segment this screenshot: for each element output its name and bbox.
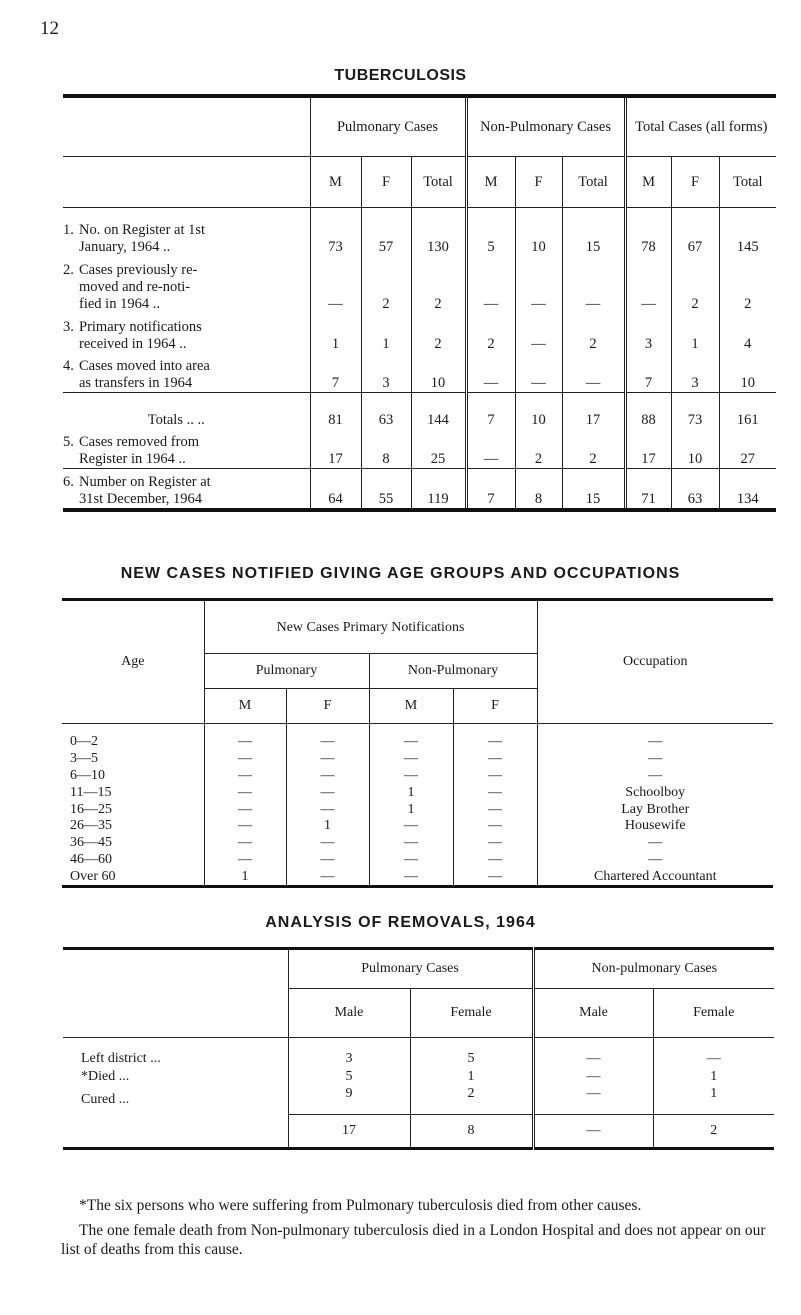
cell-value: — xyxy=(286,835,369,852)
removal-reason: *Died ... xyxy=(81,1069,130,1084)
non-pulmonary-m-header: M xyxy=(369,689,453,724)
non-pulmonary-cases-header: Non-Pulmonary Cases xyxy=(466,96,625,157)
totals-row xyxy=(63,1115,774,1149)
cell-value: 17 xyxy=(562,393,625,429)
non-pulmonary-female-header: Female xyxy=(653,989,774,1038)
cell-value: 63 xyxy=(361,393,411,429)
cell-value: 3 xyxy=(671,353,719,393)
cell-value: — xyxy=(204,768,286,785)
row-label: 1. No. on Register at 1st January, 1964 .. xyxy=(63,221,206,255)
age-group-row xyxy=(62,724,773,751)
cell-value: 5 xyxy=(466,208,515,256)
page-number: 12 xyxy=(40,18,59,39)
cell-value: 15 xyxy=(562,469,625,510)
cell-value: 2 xyxy=(562,429,625,469)
cell-value: — xyxy=(466,353,515,393)
group-header-row xyxy=(63,96,776,157)
cell-value: 2 xyxy=(562,313,625,353)
age-group: 11—15 xyxy=(70,784,112,800)
occupation: — xyxy=(537,724,773,751)
cell-value: 10 xyxy=(671,429,719,469)
cell-value: 130 xyxy=(411,208,466,256)
row-label: 4. Cases moved into area as transfers in 1964 xyxy=(63,358,210,391)
new-primary-notifications-header: New Cases Primary Notifications xyxy=(204,600,537,654)
pulmonary-cases-header: Pulmonary Cases xyxy=(310,96,466,157)
cell-value: — xyxy=(453,724,537,751)
cell-value: 5 xyxy=(288,1068,410,1086)
cell-value: — xyxy=(466,256,515,313)
cell-value: 1 xyxy=(310,313,361,353)
age-group: 16—25 xyxy=(70,801,112,817)
register-row xyxy=(63,208,776,256)
cell-value: 81 xyxy=(310,393,361,429)
occupation: Schoolboy xyxy=(537,784,773,801)
cell-value: 2 xyxy=(411,313,466,353)
cell-value: — xyxy=(533,1068,653,1086)
cell-value: — xyxy=(369,724,453,751)
cell-value: 9 xyxy=(288,1086,410,1115)
cell-value: 10 xyxy=(515,393,562,429)
cell-value: 2 xyxy=(671,256,719,313)
removal-row xyxy=(63,1068,774,1086)
register-row xyxy=(63,469,776,510)
pulmonary-f-header: F xyxy=(286,689,369,724)
row-label: Totals .. .. xyxy=(63,393,310,429)
age-group-row xyxy=(62,818,773,835)
removals-label-header xyxy=(63,949,288,1038)
cell-value: 134 xyxy=(719,469,776,510)
register-row xyxy=(63,429,776,469)
cell-value: — xyxy=(369,852,453,869)
age-group: Over 60 xyxy=(70,868,116,884)
row-label: 5. Cases removed from Register in 1964 .. xyxy=(63,434,199,467)
col-f: F xyxy=(515,157,562,208)
cell-value: — xyxy=(453,768,537,785)
row-label: 2. Cases previously re- moved and re-noti- fied in 1964 .. xyxy=(63,261,198,312)
cell-value: 145 xyxy=(719,208,776,256)
cell-value: 88 xyxy=(625,393,671,429)
age-group: 26—35 xyxy=(70,818,112,834)
total-value: 17 xyxy=(288,1115,410,1149)
cell-value: 1 xyxy=(204,868,286,886)
cell-value: 2 xyxy=(361,256,411,313)
cell-value: — xyxy=(453,852,537,869)
cell-value: — xyxy=(204,784,286,801)
cell-value: — xyxy=(369,818,453,835)
occupation: Lay Brother xyxy=(537,801,773,818)
age-group: 0—2 xyxy=(70,734,98,750)
new-cases-title: NEW CASES NOTIFIED GIVING AGE GROUPS AND OCCUPATIONS xyxy=(120,565,681,582)
occupation-header: Occupation xyxy=(537,600,773,724)
cell-value: 1 xyxy=(671,313,719,353)
cell-value: — xyxy=(204,801,286,818)
cell-value: 10 xyxy=(719,353,776,393)
cell-value: 73 xyxy=(310,208,361,256)
cell-value: 57 xyxy=(361,208,411,256)
footnotes xyxy=(61,1196,777,1265)
pulmonary-female-header: Female xyxy=(410,989,533,1038)
removal-row xyxy=(63,1086,774,1115)
cell-value: — xyxy=(369,768,453,785)
age-group-row xyxy=(62,768,773,785)
cell-value: — xyxy=(533,1038,653,1069)
age-group: 36—45 xyxy=(70,835,112,851)
cell-value: 3 xyxy=(625,313,671,353)
age-group-row xyxy=(62,868,773,886)
cell-value: — xyxy=(204,818,286,835)
occupation: — xyxy=(537,768,773,785)
cell-value: 2 xyxy=(719,256,776,313)
cell-value: 119 xyxy=(411,469,466,510)
col-m: M xyxy=(310,157,361,208)
cell-value: 7 xyxy=(625,353,671,393)
cell-value: 3 xyxy=(288,1038,410,1069)
col-m: M xyxy=(625,157,671,208)
cell-value: — xyxy=(453,835,537,852)
tuberculosis-register-table xyxy=(63,94,776,512)
cell-value: 2 xyxy=(515,429,562,469)
cell-value: — xyxy=(515,353,562,393)
col-total: Total xyxy=(411,157,466,208)
cell-value: — xyxy=(286,784,369,801)
cell-value: 55 xyxy=(361,469,411,510)
cell-value: — xyxy=(286,852,369,869)
cell-value: — xyxy=(562,353,625,393)
cell-value: — xyxy=(204,852,286,869)
col-total: Total xyxy=(719,157,776,208)
cell-value: — xyxy=(286,868,369,886)
age-group: 46—60 xyxy=(70,851,112,867)
cell-value: 1 xyxy=(369,784,453,801)
pulmonary-male-header: Male xyxy=(288,989,410,1038)
cell-value: — xyxy=(515,256,562,313)
cell-value: — xyxy=(625,256,671,313)
occupation: — xyxy=(537,751,773,768)
cell-value: 161 xyxy=(719,393,776,429)
cell-value: — xyxy=(515,313,562,353)
cell-value: 17 xyxy=(310,429,361,469)
cell-value: — xyxy=(562,256,625,313)
total-value: 2 xyxy=(653,1115,774,1149)
cell-value: 2 xyxy=(466,313,515,353)
cell-value: — xyxy=(533,1086,653,1115)
col-m: M xyxy=(466,157,515,208)
cell-value: 7 xyxy=(310,353,361,393)
tuberculosis-title: TUBERCULOSIS xyxy=(334,67,467,84)
age-group-row xyxy=(62,801,773,818)
cell-value: — xyxy=(653,1038,774,1069)
sub-header-row xyxy=(63,157,776,208)
age-group-row xyxy=(62,852,773,869)
cell-value: — xyxy=(369,868,453,886)
cell-value: — xyxy=(204,751,286,768)
cell-value: 1 xyxy=(361,313,411,353)
cell-value: — xyxy=(286,768,369,785)
register-row xyxy=(63,393,776,429)
cell-value: 78 xyxy=(625,208,671,256)
cell-value: 8 xyxy=(361,429,411,469)
cell-value: — xyxy=(369,751,453,768)
cell-value: 1 xyxy=(653,1086,774,1115)
cell-value: 8 xyxy=(515,469,562,510)
cell-value: 5 xyxy=(410,1038,533,1069)
occupation: — xyxy=(537,852,773,869)
cell-value: 15 xyxy=(562,208,625,256)
cell-value: — xyxy=(204,724,286,751)
cell-value: — xyxy=(310,256,361,313)
occupation: — xyxy=(537,835,773,852)
footnote-deaths-pulmonary: *The six persons who were suffering from Pulmonary tuberculosis died from other causes. xyxy=(79,1197,642,1214)
cell-value: 25 xyxy=(411,429,466,469)
cell-value: 3 xyxy=(361,353,411,393)
age-header: Age xyxy=(62,600,204,724)
register-row xyxy=(63,353,776,393)
non-pulmonary-male-header: Male xyxy=(533,989,653,1038)
occupation: Chartered Accountant xyxy=(537,868,773,886)
removal-reason: Cured ... xyxy=(81,1092,130,1108)
removal-row xyxy=(63,1038,774,1069)
age-group: 3—5 xyxy=(70,751,98,767)
pulmonary-header: Pulmonary xyxy=(204,654,369,689)
row-label: 3. Primary notifications received in 1964 .. xyxy=(63,318,202,352)
cell-value: 1 xyxy=(653,1068,774,1086)
new-cases-table xyxy=(62,598,773,888)
cell-value: 144 xyxy=(411,393,466,429)
age-group-row xyxy=(62,835,773,852)
pulmonary-m-header: M xyxy=(204,689,286,724)
cell-value: 73 xyxy=(671,393,719,429)
cell-value: 27 xyxy=(719,429,776,469)
cell-value: — xyxy=(286,801,369,818)
cell-value: 10 xyxy=(411,353,466,393)
cell-value: — xyxy=(204,835,286,852)
age-group-row xyxy=(62,784,773,801)
non-pulmonary-cases-header: Non-pulmonary Cases xyxy=(533,949,774,989)
col-total: Total xyxy=(562,157,625,208)
register-row xyxy=(63,313,776,353)
removals-table xyxy=(63,947,774,1150)
cell-value: — xyxy=(286,724,369,751)
cell-value: — xyxy=(369,835,453,852)
cell-value: — xyxy=(453,784,537,801)
age-group-row xyxy=(62,751,773,768)
cell-value: 1 xyxy=(410,1068,533,1086)
non-pulmonary-header: Non-Pulmonary xyxy=(369,654,537,689)
cell-value: 10 xyxy=(515,208,562,256)
cell-value: — xyxy=(453,868,537,886)
cell-value: 63 xyxy=(671,469,719,510)
col-f: F xyxy=(361,157,411,208)
row-label: 6. Number on Register at 31st December, 1964 xyxy=(63,469,310,510)
age-group: 6—10 xyxy=(70,767,105,783)
pulmonary-cases-header: Pulmonary Cases xyxy=(288,949,533,989)
cell-value: 7 xyxy=(466,469,515,510)
col-f: F xyxy=(671,157,719,208)
cell-value: 1 xyxy=(369,801,453,818)
removal-reason: Left district ... xyxy=(81,1051,161,1066)
cell-value: — xyxy=(453,801,537,818)
total-value: 8 xyxy=(410,1115,533,1149)
non-pulmonary-f-header: F xyxy=(453,689,537,724)
removals-title: ANALYSIS OF REMOVALS, 1964 xyxy=(265,914,536,931)
cell-value: — xyxy=(286,751,369,768)
cell-value: 7 xyxy=(466,393,515,429)
cell-value: 2 xyxy=(410,1086,533,1115)
occupation: Housewife xyxy=(537,818,773,835)
total-cases-header: Total Cases (all forms) xyxy=(625,96,776,157)
cell-value: 2 xyxy=(411,256,466,313)
cell-value: 67 xyxy=(671,208,719,256)
cell-value: 4 xyxy=(719,313,776,353)
cell-value: 1 xyxy=(286,818,369,835)
footnote-death-non-pulmonary: The one female death from Non-pulmonary tuberculosis died in a London Hospital and does not appear on our list of deaths from this cause. xyxy=(61,1222,766,1258)
cell-value: 17 xyxy=(625,429,671,469)
cell-value: 64 xyxy=(310,469,361,510)
register-row xyxy=(63,256,776,313)
cell-value: — xyxy=(453,818,537,835)
cell-value: — xyxy=(466,429,515,469)
cell-value: 71 xyxy=(625,469,671,510)
cell-value: — xyxy=(453,751,537,768)
total-value: — xyxy=(533,1115,653,1149)
